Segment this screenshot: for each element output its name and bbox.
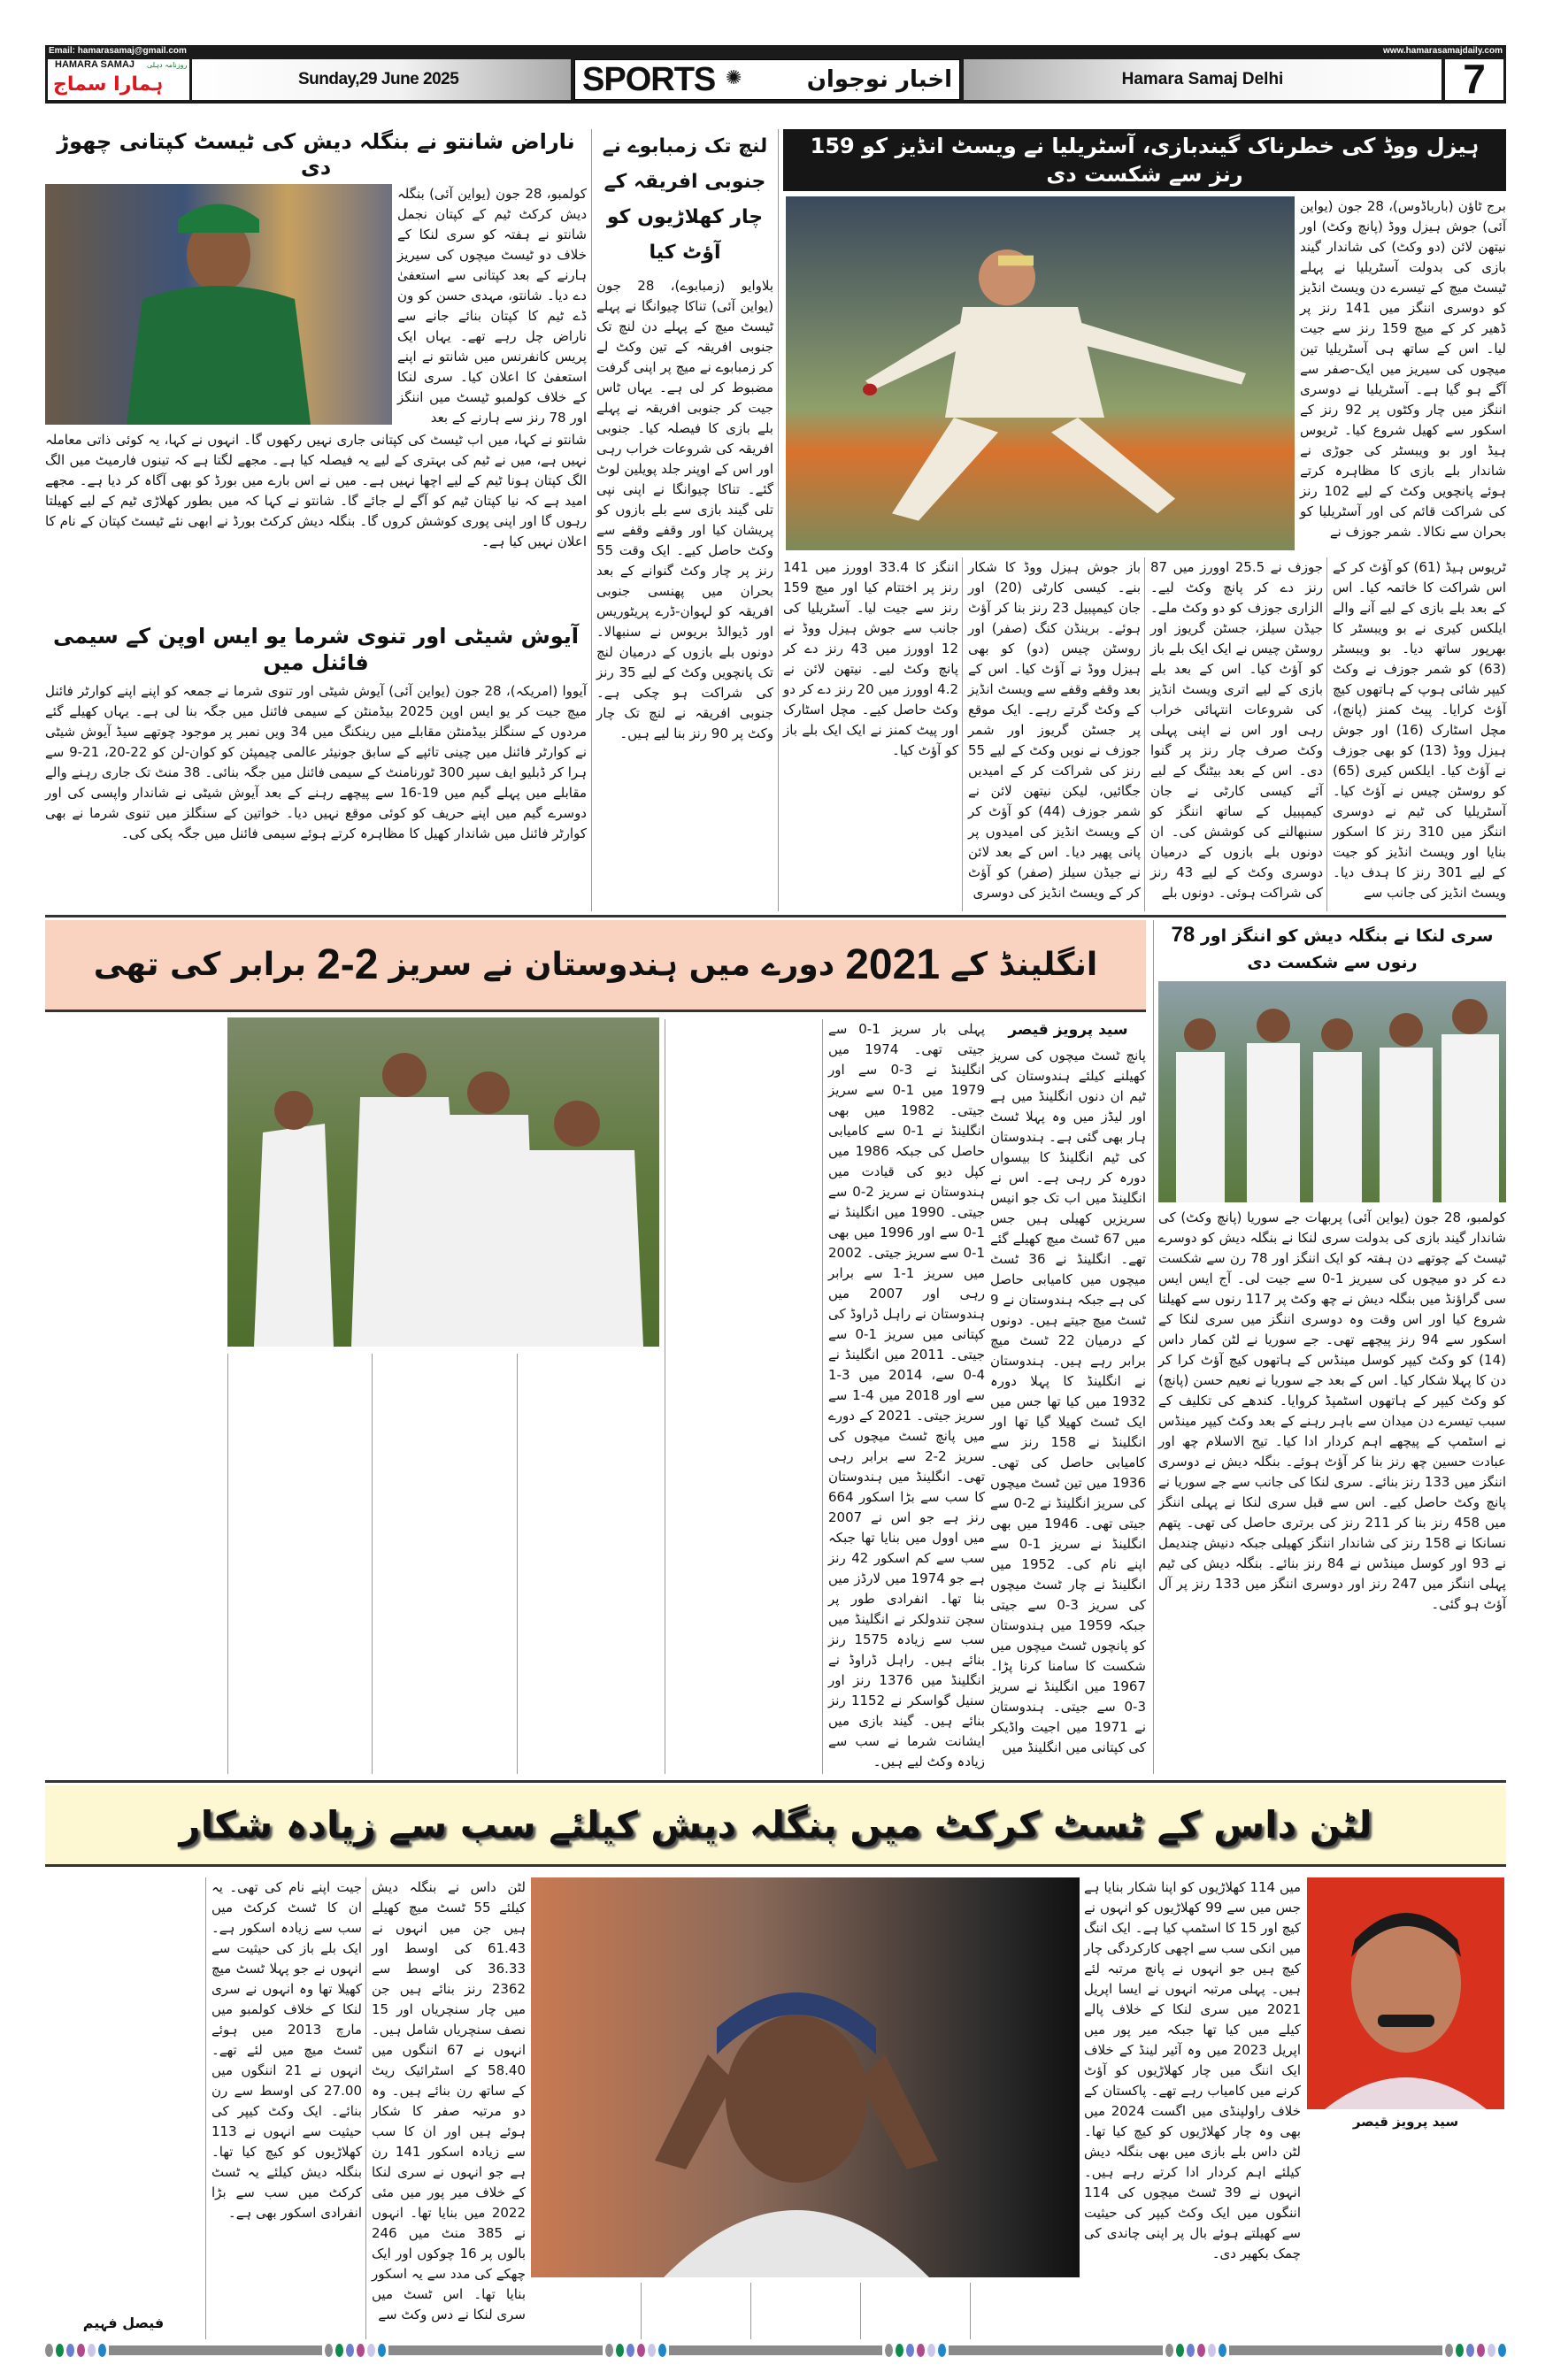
ornament-bar — [388, 2345, 602, 2355]
players-silhouette-icon — [1158, 981, 1506, 1202]
website-text: www.hamarasamajdaily.com — [1382, 46, 1503, 56]
article-srilanka — [1153, 920, 1506, 1774]
body-hazlewood-col-2: جوزف نے 25.5 اوورز میں 87 رنز دے کر پانچ وکٹ لیے۔ الزاری جوزف کو دو وکٹ ملے۔ جیڈن سیلز، جسٹن گریوز اور روسٹن چیس نے ایک ایک بلے باز کو آؤٹ کیا۔ اس کے بعد بلے بازی کے لیے اتری ویسٹ انڈیز کی شروعات انتہائی خراب رہی اور اس نے اپنی پہلی وکٹ صرف چار رنز پر گنوا دی۔ اس کے بعد بیٹنگ کے لیے آئے کیسی کارٹی نے جان کیمپبیل کے ساتھ اننگز کو سنبھالنے کی کوشش کی۔ ان دونوں بلے بازوں کے درمیان دوسری وکٹ کے لیے 43 رنز کی شراکت ہوئی۔ دونوں بلے — [1144, 557, 1323, 911]
section-title-english: SPORTS — [582, 61, 716, 98]
headline-score: 2-2 — [317, 940, 379, 988]
ornament-dot — [627, 2344, 634, 2357]
ornament-dot — [1197, 2344, 1205, 2357]
portrait-silhouette-icon — [1307, 1877, 1504, 2109]
ornament-dot — [917, 2344, 925, 2357]
headline-text: دورے میں ہندوستان نے سریز — [388, 946, 835, 983]
ornament-dot — [605, 2344, 613, 2357]
ornament-dot — [616, 2344, 624, 2357]
page-number: 7 — [1463, 56, 1486, 102]
ornament-dot — [648, 2344, 656, 2357]
headline-number: 78 — [1171, 923, 1196, 947]
ornament-dot — [658, 2344, 666, 2357]
body-hazlewood-side: برج ٹاؤن (بارباڈوس)، 28 جون (یواین آئی) جوش ہیزل ووڈ (پانچ وکٹ) اور نیتھن لائن (دو وکٹ) کی شاندار گیند بازی کی بدولت آسٹریلیا نے پہلے ٹیسٹ میچ کے تیسرے دن ویسٹ انڈیز کو دوسری اننگز میں 141 رنز پر ڈھیر کر کے میچ 159 رنز سے جیت لیا۔ اس کے ساتھ ہی آسٹریلیا تین میچوں کی سیریز میں ایک-صفر سے آگے ہو گیا ہے۔ آسٹریلیا نے دوسری اننگز میں چار وکٹوں پر 92 رنز کے اسکور سے کھیل شروع کیا۔ ٹریوس ہیڈ اور بو ویبسٹر کی جوڑی نے شاندار بلے بازی کا مظاہرہ کرتے ہوئے پانچویں وکٹ کے لیے 102 رنز کی شراکت قائم کی اور آسٹریلیا کو بحران سے نکالا۔ شمر جوزف نے — [1300, 198, 1507, 540]
ornament-dot — [1477, 2344, 1485, 2357]
ornament-dot — [1466, 2344, 1474, 2357]
body-litton-left-col-2: جیت اپنے نام کی تھی۔ یہ ان کا ٹسٹ کرکٹ میں سب سے زیادہ اسکور ہے۔ ایک بلے باز کی حیثیت سے انہوں نے جو پہلا ٹسٹ میچ کھیلا تھا وہ انہوں نے سری لنکا کے خلاف کولمبو میں مارچ 2013 میں ہوئے ٹسٹ میچ میں لئے تھے۔ انہوں نے 21 اننگوں میں 27.00 کی اوسط سے رن بنائے۔ ایک وکٹ کیپر کی حیثیت سے انہوں نے 113 کھلاڑیوں کو کیچ کیا تھا۔ بنگلہ دیش کیلئے یہ ٹسٹ کرکٹ میں سب سے بڑا انفرادی اسکور بھی ہے۔ — [205, 1877, 362, 2339]
section-divider — [45, 915, 1506, 917]
issue-date: Sunday,29 June 2025 — [298, 70, 459, 88]
ornament-bar — [669, 2345, 882, 2355]
star-ornament-icon: ✺ — [726, 67, 742, 89]
ornament-dot — [98, 2344, 106, 2357]
article-england — [45, 920, 1146, 1774]
ornament-dot — [1488, 2344, 1495, 2357]
body-england-under-photo-3 — [227, 1354, 368, 1774]
ornament-dot — [1498, 2344, 1506, 2357]
ornament-dot — [88, 2344, 96, 2357]
ornament-dot — [335, 2344, 343, 2357]
body-litton-under-portrait — [1307, 2136, 1504, 2339]
ornament-dot — [1219, 2344, 1226, 2357]
edition-box — [964, 59, 1442, 100]
article-zimbabwe — [591, 129, 779, 911]
ornament-dot — [1456, 2344, 1464, 2357]
body-shanto-side: کولمبو، 28 جون (یواین آئی) بنگلہ دیش کرکٹ ٹیم کے کپتان نجمل شانتو نے ہفتہ کو سری لنکا کے خلاف دو ٹیسٹ میچوں کی سیریز ہارنے کے بعد کپتانی سے استعفیٰ دے دیا۔ شانتو، مہدی حسن کو ون ڈے ٹیم کا کپتان بنائے جانے سے ناراض چل رہے تھے۔ یہاں ایک پریس کانفرنس میں شانتو نے اپنے استعفیٰ کا اعلان کیا۔ سری لنکا کے خلاف کولمبو ٹیسٹ میں اننگز اور 78 رنز سے ہارنے کے بعد — [397, 186, 587, 426]
body-hazlewood-col-4: اننگز کا 33.4 اوورز میں 141 رنز پر اختتام کیا اور میچ 159 رنز سے جیت لیا۔ آسٹریلیا کی جانب سے جوش ہیزل ووڈ نے 12 اوورز میں 43 رنز دے کر پانچ وکٹ لیے۔ نیتھن لائن نے 4.2 اوورز میں 20 رنز دے کر دو وکٹ حاصل کیے۔ مچل اسٹارک اور پیٹ کمنز نے ایک ایک بلے باز کو آؤٹ کیا۔ — [783, 559, 959, 758]
player-silhouette-icon — [531, 1877, 1080, 2277]
ornament-dot — [1187, 2344, 1195, 2357]
ornament-dot — [56, 2344, 64, 2357]
ornament-dot — [357, 2344, 365, 2357]
headline-hazlewood: ہیزل ووڈ کی خطرناک گیندبازی، آسٹریلیا نے ویسٹ انڈیز کو 159 رنز سے شکست دی — [783, 129, 1506, 191]
headline-year: 2021 — [845, 940, 941, 988]
body-litton-under-photo-1 — [970, 2283, 1080, 2339]
section-title-box — [574, 59, 960, 100]
email-text: Email: hamarasamaj@gmail.com — [49, 46, 187, 56]
headline-litton: لٹن داس کے ٹسٹ کرکٹ میں بنگلہ دیش کیلئے سب سے زیادہ شکار — [45, 1785, 1506, 1867]
bowler-silhouette-icon — [786, 196, 1295, 550]
ornament-dot — [367, 2344, 375, 2357]
ornament-dot — [927, 2344, 935, 2357]
page-number-box — [1445, 56, 1503, 102]
author-caption-litton: سید پرویز قیصر — [1352, 2114, 1459, 2130]
ornament-dot — [1208, 2344, 1216, 2357]
photo-india-team-celebration — [227, 1017, 659, 1347]
body-england-col-2: پہلی بار سریز 1-0 سے جیتی تھی۔ 1974 میں انگلینڈ نے 3-0 سے اور 1979 میں 1-0 سے سریز جیتی۔ 1982 میں بھی انگلینڈ نے 1-0 سے کامیابی حاصل کی جبکہ 1986 میں کپل دیو کی قیادت میں ہندوستان نے سریز 2-0 سے جیتی۔ 1990 میں انگلینڈ نے 1-0 سے اور 1996 میں بھی 1-0 سے سریز جیتی۔ 2002 میں سریز 1-1 سے برابر رہی اور 2007 میں ہندوستان نے راہل ڈراوڈ کی کپتانی میں سریز 1-0 سے جیتی۔ 2011 میں انگلینڈ نے 4-0 سے، 2014 میں 3-1 سے اور 2018 میں 4-1 سے سریز جیتی۔ 2021 کے دورے میں پانچ ٹسٹ میچوں کی سریز 2-2 سے برابر رہی تھی۔ انگلینڈ میں ہندوستان کا سب سے بڑا اسکور 664 رنز ہے جو اس نے 2007 میں اوول میں بنایا تھا جبکہ سب سے کم اسکور 42 رنز ہے جو 1974 میں لارڈز میں بنا تھا۔ انفرادی طور پر سچن تندولکر نے انگلینڈ میں سب سے زیادہ 1575 رنز بنائے ہیں۔ راہل ڈراوڈ نے انگلینڈ میں 1376 رنز اور سنیل گواسکر نے 1152 رنز بنائے ہیں۔ گیند بازی میں ایشانت شرما نے سب سے زیادہ وکٹ لیے ہیں۔ — [822, 1019, 985, 1774]
ornament-dot — [378, 2344, 386, 2357]
body-litton-under-photo-3 — [750, 2283, 857, 2339]
player-silhouette-icon — [45, 184, 392, 425]
body-england-col-left — [45, 1019, 222, 1774]
ornament-dot — [906, 2344, 914, 2357]
players-silhouette-icon — [227, 1017, 659, 1347]
article-shanto — [45, 129, 587, 616]
ornament-dot — [77, 2344, 85, 2357]
edition-name: Hamara Samaj Delhi — [1121, 70, 1284, 88]
photo-litton-das — [531, 1877, 1080, 2277]
ornament-bar — [1229, 2345, 1442, 2355]
body-hazlewood-col-1: ٹریوس ہیڈ (61) کو آؤٹ کر کے اس شراکت کا خاتمہ کیا۔ اس کے بعد بلے بازی کے لیے آنے والے ایلکس کیری نے بو ویبسٹر کا بھرپور ساتھ دیا۔ بو ویبسٹر (63) کو شمر جوزف نے وکٹ کیپر شائی ہوپ کے ہاتھوں کیچ آؤٹ کرایا۔ پیٹ کمنز (پانچ)، مچل اسٹارک (16) اور جوش ہیزل ووڈ (13) کو بھی جوزف نے آؤٹ کیا۔ ایلکس کیری (65) کو روسٹن چیس نے آؤٹ کیا۔ آسٹریلیا کی ٹیم نے دوسری اننگز میں 310 رنز کا اسکور بنایا اور ویسٹ انڈیز کو جیت کے لیے 301 رنز کا ہدف دیا۔ ویسٹ انڈیز کی جانب سے — [1326, 557, 1506, 911]
body-ayush: آیووا (امریکہ)، 28 جون (یواین آئی) آیوش شیٹی اور تنوی شرما نے جمعہ کو اپنے اپنے کوارٹر فائنل میچ جیت کر یو ایس اوپن 2025 بیڈمنٹن کے سیمی فائنل میں جگہ بنا لی ہے۔ یہاں کھیلے گئے مردوں کے سنگلز بیڈمنٹن مقابلے میں رینکنگ میں 34 ویں نمبر پر موجود چوتھے سیڈ آیوش شیٹی نے کوارٹر فائنل میں چینی تائپے کے سابق جونیئر عالمی چیمپئن کو کوان-لن کو 22-20، 21-9 سے ہرا کر ڈبلیو ایف سپر 300 ٹورنامنٹ کے سیمی فائنل میں جگہ بنائی۔ 38 منٹ تک جاری رہنے والے مقابلے میں پہلے گیم میں 19-16 سے پیچھے رہنے کے بعد آیوش شیٹی نے شاندار واپسی کی اور دوسرے گیم میں اپنے حریف کو کوئی موقع نہیں دیا۔ خواتین کے سنگلز میں تنوی شرما نے بھی کوارٹر فائنل میں شاندار کھیل کا مظاہرہ کرتے ہوئے سیمی فائنل میں جگہ پکی کی۔ — [45, 683, 588, 841]
ornament-bar — [949, 2345, 1162, 2355]
ornament-dot — [45, 2344, 53, 2357]
photo-shanto — [45, 184, 392, 425]
ornament-dot — [1445, 2344, 1453, 2357]
body-litton-left-col-3 — [45, 1877, 202, 2311]
body-england-under-photo-2 — [372, 1354, 513, 1774]
headline-shanto: ناراض شانتو نے بنگلہ دیش کی ٹیسٹ کپتانی چھوڑ دی — [57, 129, 575, 180]
photo-author-portrait — [1307, 1877, 1504, 2109]
article-hazlewood — [783, 129, 1506, 911]
ornament-dot — [325, 2344, 333, 2357]
body-hazlewood-col-3: باز جوش ہیزل ووڈ کا شکار بنے۔ کیسی کارٹی (20) اور جان کیمپبیل 23 رنز بنا کر آؤٹ ہوئے۔ برینڈن کنگ (صفر) اور روسٹن چیس (دو) کو بھی ہیزل ووڈ نے آؤٹ کیا۔ اس کے بعد وقفے وقفے سے ویسٹ انڈیز کے وکٹ گرتے رہے۔ ایک موقع پر جسٹن گریوز اور شمر جوزف نے نویں وکٹ کے لیے 55 رنز کی شراکت کر کے امیدیں جگائیں، لیکن نیتھن لائن نے شمر جوزف (44) کو آؤٹ کر کے ویسٹ انڈیز کی امیدوں پر پانی پھیر دیا۔ اس کے بعد لائن نے جیڈن سیلز (صفر) کو آؤٹ کر کے ویسٹ انڈیز کی دوسری — [962, 557, 1141, 911]
masthead — [45, 45, 1506, 104]
body-zimbabwe: بلاوایو (زمبابوے)، 28 جون (یواین آئی) تناکا چیوانگا نے پہلے ٹیسٹ میچ کے پہلے دن لنچ تک جنوبی افریقہ کے تین وکٹ لے کر زمبابوے نے میچ پر اپنی گرفت مضبوط کر لی ہے۔ یہاں ٹاس جیت کر جنوبی افریقہ نے پہلے بلے بازی کا فیصلہ کیا۔ جنوبی افریقہ کی شروعات خراب رہی اور اس کے اوپنر جلد پویلین لوٹ گئے۔ تناکا چیوانگا نے اپنی نپی تلی گیند بازی سے بلے بازوں کو پریشان کیا اور وقفے وقفے سے وکٹ حاصل کیے۔ ایک وقت 55 رنز پر چار وکٹ گنوانے کے بعد بحران میں پھنسی جنوبی افریقہ کو لہوان-ڈرے پریٹوریس اور ڈیوالڈ بریوس نے سنبھالا۔ دونوں بلے بازوں کے درمیان لنچ تک پانچویں وکٹ کے لیے 35 رنز کی شراکت ہو چکی ہے۔ جنوبی افریقہ نے لنچ تک چار وکٹ پر 90 رنز بنا لیے ہیں۔ — [596, 278, 773, 741]
footer-ornament-bar — [45, 2343, 1506, 2357]
ornament-dot — [637, 2344, 645, 2357]
headline-text: برابر کی تھی — [93, 946, 307, 983]
headline-england — [45, 920, 1146, 1012]
headline-srilanka — [1158, 920, 1506, 981]
body-litton-right: میں 114 کھلاڑیوں کو اپنا شکار بنایا ہے جس میں سے 99 کھلاڑیوں کو انہوں نے کیچ اور 15 کا اسٹمپ کیا ہے۔ ایک اننگ میں انکی سب سے اچھی کارکردگی چار کیچ ہیں جو انہوں نے پانچ مرتبہ لئے ہیں۔ پہلی مرتبہ انہوں نے ایسا اپریل 2021 میں سری لنکا کے خلاف پالے کیلے میں کیا تھا جبکہ میر پور میں اپریل 2023 میں وہ آئیر لینڈ کے خلاف ایک اننگ میں چار کھلاڑیوں کو آؤٹ کرنے میں کامیاب رہے تھے۔ پاکستان کے خلاف راولپنڈی میں اگست 2024 میں بھی وہ چار کھلاڑیوں کو کیچ کیا تھا۔ لٹن داس بلے بازی میں بھی بنگلہ دیش کیلئے اہم کردار ادا کرتے رہے ہیں۔ انہوں نے 39 ٹسٹ میچوں کی 114 اننگوں میں ایک وکٹ کیپر کی حیثیت سے کھیلتے ہوئے بال پر اپنی چاندی کی چمک بکھیر دی۔ — [1083, 1879, 1302, 2261]
headline-text: سری لنکا نے بنگلہ دیش کو اننگز اور — [1200, 926, 1494, 946]
headline-text: انگلینڈ کے — [950, 946, 1098, 983]
photo-hazlewood-bowling — [786, 196, 1295, 550]
body-litton-under-photo-2 — [860, 2283, 966, 2339]
section-divider — [45, 1780, 1506, 1783]
section-title-urdu: اخبار نوجوان — [806, 66, 952, 93]
body-england-col-3 — [665, 1019, 817, 1774]
newspaper-logo — [48, 59, 189, 100]
ornament-dot — [1176, 2344, 1184, 2357]
logo-small-text: روزنامہ دہلی — [147, 61, 188, 69]
body-litton-under-photo-4 — [641, 2283, 747, 2339]
body-england-under-photo-1 — [517, 1354, 659, 1774]
headline-text: رنوں سے شکست دی — [1247, 953, 1418, 972]
ornament-dot — [346, 2344, 354, 2357]
ornament-dot — [938, 2344, 946, 2357]
date-box — [192, 59, 571, 100]
logo-urdu: ہمارا سماج — [53, 73, 164, 96]
logo-english: HAMARA SAMAJ — [55, 59, 135, 70]
author-byline-england: سید پرویز قیصر — [1008, 1021, 1128, 1039]
byline-bottom-litton: فیصل فہیم — [82, 2315, 165, 2331]
ornament-dot — [896, 2344, 903, 2357]
headline-zimbabwe: لنچ تک زمبابوے نے جنوبی افریقہ کے چار کھلاڑیوں کو آؤٹ کیا — [602, 135, 768, 264]
body-srilanka: کولمبو، 28 جون (یواین آئی) پربھات جے سوریا (پانچ وکٹ) کی شاندار گیند بازی کی بدولت سری لنکا نے بنگلہ دیش کو دوسرے ٹیسٹ کے چوتھے دن ہفتہ کو ایک اننگز اور 78 رن سے شکست دے کر دو میچوں کی سیریز 1-0 سے جیت لی۔ آج ایس ایس سی گراؤنڈ میں بنگلہ دیش نے چھ وکٹ پر 117 رنوں سے کھیلنا شروع کیا اور اس وقت وہ دوسری اننگز میں سری لنکا کے اسکور سے 94 رنز پیچھے تھی۔ جے سوریا نے لٹن کمار داس (14) کو وکٹ کیپر کوسل مینڈس کے ہاتھوں کیچ آؤٹ کرا کر دن کا پہلا شکار کیا۔ اس کے بعد جے سوریا نے نعیم حسن (پانچ) کو وکٹ کیپر کے ہاتھوں اسٹمپڈ کروایا۔ کندھے کی تکلیف کے سبب تیسرے دن میدان سے باہر رہنے کے بعد وکٹ کیپر مینڈس نے اسٹمپ کے پیچھے اہم کردار ادا کیا۔ تیج الاسلام چھ اور عبادت حسین چھ رنز بنا کر آؤٹ ہوئے۔ بنگلہ دیش نے دوسری اننگز میں 133 رنز بنائے۔ سری لنکا کی جانب سے جے سوریا نے پانچ وکٹ حاصل کیے۔ اس سے قبل سری لنکا نے پہلی اننگز میں 458 رنز بنا کر 211 رنز کی برتری حاصل کی تھی۔ پتھم نسانکا نے 158 رنز کی شاندار اننگز کھیلی جبکہ دنیش چندیمل نے 93 اور کوسل مینڈس نے 84 رنز بنائے۔ بنگلہ دیش کی ٹیم پہلی اننگز میں 247 رنز اور دوسری اننگز میں 133 رنز پر آل آؤٹ ہو گئی۔ — [1158, 1209, 1507, 1612]
ornament-dot — [1165, 2344, 1173, 2357]
body-england-col-1: پانچ ٹسٹ میچوں کی سریز کھیلنے کیلئے ہندوستان کی ٹیم ان دنوں انگلینڈ میں ہے اور لیڈز میں وہ پہلا ٹسٹ ہار بھی گئی ہے۔ ہندوستان کی ٹیم انگلینڈ کا بیسواں دورہ کر رہی ہے۔ اس نے انگلینڈ میں اب تک جو انیس سریزیں کھیلی ہیں جس میں 67 ٹسٹ میچ کھیلے گئے تھے۔ انگلینڈ نے 36 ٹسٹ میچوں میں کامیابی حاصل کی ہے جبکہ ہندوستان نے 9 ٹسٹ میچ جیتے ہیں۔ دونوں کے درمیان 22 ٹسٹ میچ برابر رہے ہیں۔ ہندوستان نے انگلینڈ کا پہلا دورہ 1932 میں کیا تھا جس میں ایک ٹسٹ کھیلا گیا تھا اور انگلینڈ نے 158 رنز سے کامیابی حاصل کی تھی۔ 1936 میں تین ٹسٹ میچوں کی سریز انگلینڈ نے 2-0 سے جیتی تھی۔ 1946 میں بھی انگلینڈ نے سریز 1-0 سے اپنے نام کی۔ 1952 میں انگلینڈ نے چار ٹسٹ میچوں کی سریز 3-0 سے جیتی جبکہ 1959 میں ہندوستان کو پانچوں ٹسٹ میچوں میں شکست کا سامنا کرنا پڑا۔ 1967 میں انگلینڈ نے سریز 3-0 سے جیتی۔ ہندوستان نے 1971 میں اجیت واڈیکر کی کپتانی میں انگلینڈ میں — [990, 1048, 1147, 1755]
masthead-contact-strip — [45, 45, 1506, 58]
body-shanto-bottom: شانتو نے کہا، میں اب ٹیسٹ کی کپتانی جاری نہیں رکھوں گا۔ انہوں نے کہا، یہ کوئی ذاتی معاملہ نہیں ہے، میں نے ٹیم کی بہتری کے لیے یہ فیصلہ کیا ہے۔ مجھے لگتا ہے کہ تینوں فارمیٹ میں الگ الگ کپتان ہونا ٹیم کے لیے اچھا نہیں ہے۔ میں نے اس بارے میں بورڈ کو بھی آگاہ کر دیا ہے۔ مجھے امید ہے کہ نیا کپتان ٹیم کو آگے لے جائے گا۔ شانتو نے کہا کہ میں بطور کھلاڑی ٹیم کے لیے کھیلتا رہوں گا اور اپنی پوری کوشش کروں گا۔ بنگلہ دیش کرکٹ بورڈ نے ابھی نئے ٹیسٹ کپتان کے نام کا اعلان نہیں کیا ہے۔ — [45, 432, 587, 549]
body-litton-under-photo-5 — [531, 2283, 637, 2339]
article-ayush — [45, 619, 587, 911]
ornament-dot — [885, 2344, 893, 2357]
ornament-dot — [66, 2344, 74, 2357]
photo-srilanka-players — [1158, 981, 1506, 1202]
body-litton-left-col-1: لٹن داس نے بنگلہ دیش کیلئے 55 ٹسٹ میچ کھیلے ہیں جن میں انہوں نے 61.43 کی اوسط اور 36.33 کی اوسط سے 2362 رنز بنائے ہیں جن میں چار سنچریاں اور 15 نصف سنچریاں شامل ہیں۔ انہوں نے 67 اننگوں میں 58.40 کے اسٹرائیک ریٹ کے ساتھ رن بنائے ہیں۔ وہ دو مرتبہ صفر کا شکار ہوئے ہیں اور ان کا سب سے زیادہ اسکور 141 رن ہے جو انہوں نے سری لنکا کے خلاف میر پور میں مئی 2022 میں بنایا تھا۔ انہوں نے 385 منٹ میں 246 بالوں پر 16 چوکوں اور ایک چھکے کی مدد سے یہ اسکور بنایا تھا۔ اس ٹسٹ میں سری لنکا نے دس وکٹ سے — [365, 1877, 526, 2339]
headline-ayush: آیوش شیٹی اور تنوی شرما یو ایس اوپن کے سیمی فائنل میں — [52, 624, 580, 675]
ornament-bar — [109, 2345, 322, 2355]
